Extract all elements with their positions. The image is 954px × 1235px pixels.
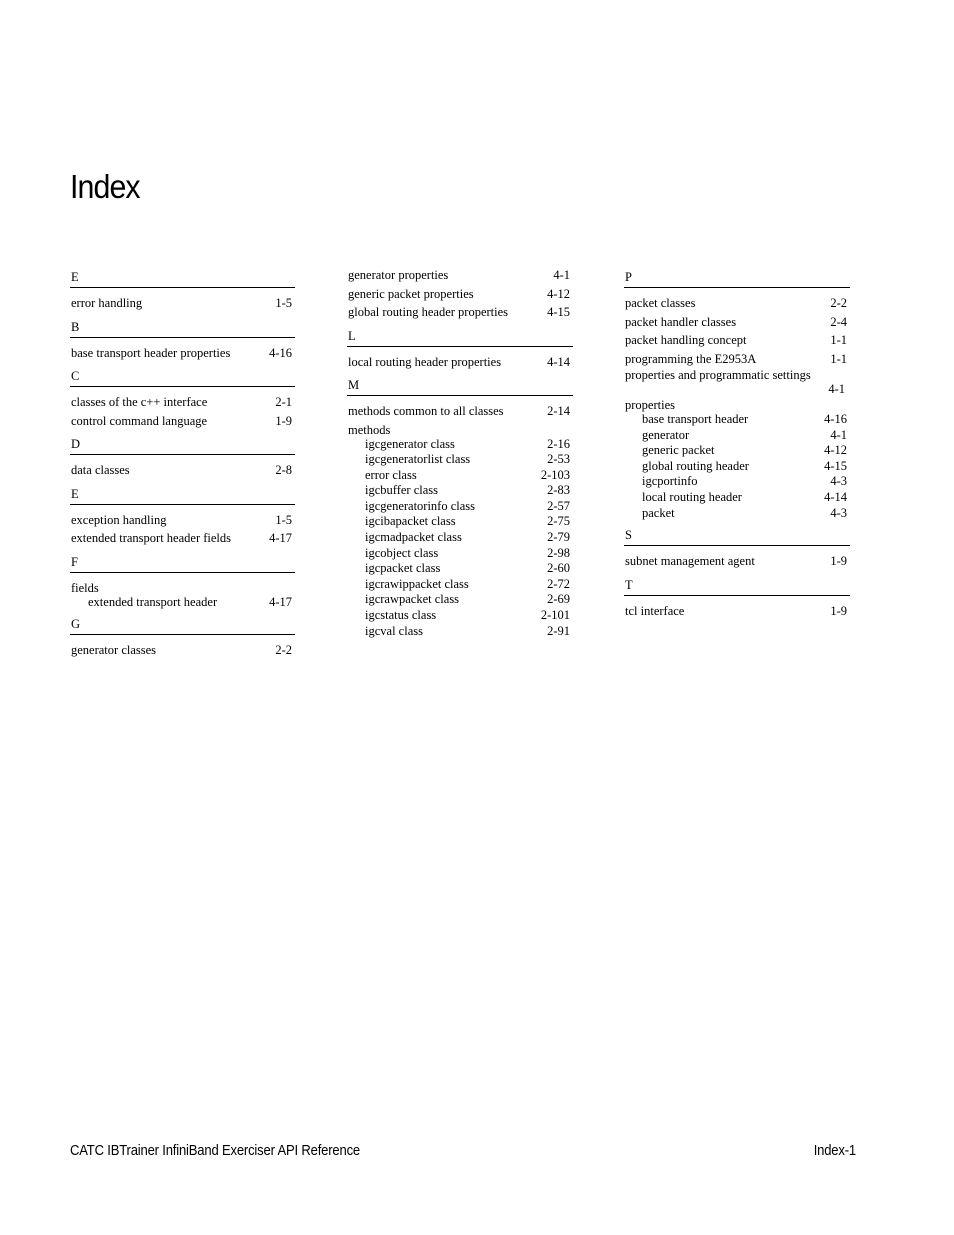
- index-section: [624, 270, 850, 521]
- section-divider: [347, 395, 573, 396]
- footer-document-title: CATC IBTrainer InfiniBand Exerciser API Reference: [70, 1143, 361, 1159]
- index-entry: [624, 490, 850, 506]
- index-section: [70, 617, 295, 660]
- index-entry: [347, 514, 573, 530]
- section-divider: [624, 595, 850, 596]
- section-letter: E: [71, 270, 79, 284]
- index-section: [347, 378, 573, 639]
- entry-page: 2-98: [547, 545, 570, 560]
- entry-term: igcgeneratorlist class: [365, 452, 471, 467]
- entry-term: properties and programmatic settings: [625, 368, 811, 382]
- index-entry: [624, 506, 850, 522]
- entry-page: 1-5: [275, 512, 292, 527]
- entry-page: 2-69: [547, 592, 570, 607]
- entry-page: 2-2: [830, 296, 847, 310]
- section-letter: F: [71, 554, 78, 569]
- entry-term: igcgeneratorinfo class: [365, 498, 476, 513]
- section-divider: [70, 454, 295, 455]
- section-letter: S: [625, 528, 632, 543]
- index-entry: [347, 468, 573, 484]
- index-entry: [347, 266, 573, 285]
- entry-page: 2-8: [275, 463, 292, 477]
- index-section: [70, 270, 295, 313]
- section-letter: T: [625, 577, 633, 592]
- index-entry: [347, 437, 573, 453]
- entry-term: error handling: [71, 296, 143, 310]
- entry-term: igcbuffer class: [365, 483, 439, 498]
- index-entry: [624, 602, 850, 621]
- entry-page: 2-83: [547, 483, 570, 498]
- entry-term: igcgenerator class: [365, 436, 455, 451]
- entry-page: 4-15: [547, 305, 570, 319]
- index-column-2: [347, 266, 573, 642]
- entry-page: 2-14: [547, 404, 570, 418]
- entry-page: 2-101: [540, 608, 570, 623]
- index-entry: [70, 393, 295, 412]
- section-letter: G: [71, 617, 81, 632]
- entry-page: 1-1: [830, 351, 847, 366]
- index-entry: [70, 529, 295, 548]
- entry-term: local routing header: [642, 489, 742, 504]
- index-entry: [347, 499, 573, 515]
- section-divider: [347, 346, 573, 347]
- entry-term: base transport header: [642, 412, 749, 426]
- entry-term: data classes: [71, 463, 130, 477]
- entry-page: 4-17: [269, 531, 292, 545]
- entry-page: 2-57: [547, 498, 570, 513]
- entry-term: global routing header properties: [348, 305, 509, 319]
- entry-page: 2-16: [547, 436, 570, 451]
- index-section: [624, 528, 850, 571]
- index-entry: [70, 579, 295, 595]
- index-entry: [624, 459, 850, 475]
- entry-page: 1-9: [830, 554, 847, 569]
- index-entry: [624, 331, 850, 350]
- section-letter: D: [71, 437, 81, 451]
- index-entry: [347, 353, 573, 372]
- index-entry: [624, 313, 850, 332]
- index-entry: [624, 552, 850, 571]
- index-entry: [347, 592, 573, 608]
- footer-page-number: Index-1: [813, 1143, 856, 1159]
- entry-term: generic packet: [642, 443, 715, 458]
- index-entry: [70, 511, 295, 530]
- entry-term: packet classes: [625, 296, 696, 310]
- index-entry: [70, 595, 295, 611]
- index-entry: [347, 483, 573, 499]
- index-entry: [347, 452, 573, 468]
- entry-page: 2-4: [830, 314, 847, 329]
- entry-term: igcval class: [365, 623, 423, 638]
- entry-term: local routing header properties: [348, 354, 502, 369]
- entry-term: igcobject class: [365, 545, 439, 560]
- index-entry: [347, 546, 573, 562]
- index-entry: [624, 443, 850, 459]
- index-section: [70, 487, 295, 548]
- index-entry: [624, 294, 850, 313]
- entry-page: 2-79: [547, 530, 570, 545]
- index-entry: [347, 530, 573, 546]
- index-entry: [347, 577, 573, 593]
- section-letter: M: [348, 378, 360, 392]
- entry-page: 4-12: [547, 286, 570, 301]
- index-entry: [70, 412, 295, 431]
- entry-page: 1-5: [275, 296, 292, 310]
- index-entry: [70, 344, 295, 363]
- section-letter: L: [348, 328, 356, 343]
- entry-page: 4-3: [830, 474, 847, 489]
- entry-term: igcstatus class: [365, 608, 437, 623]
- entry-page: 4-15: [824, 458, 847, 473]
- entry-page: 4-3: [830, 505, 847, 520]
- entry-term: error class: [365, 467, 417, 482]
- entry-term: extended transport header fields: [71, 531, 232, 545]
- entry-page: 4-12: [824, 443, 847, 458]
- section-divider: [70, 504, 295, 505]
- entry-page: 2-91: [547, 623, 570, 638]
- entry-term: methods common to all classes: [348, 404, 504, 418]
- index-section: [70, 369, 295, 430]
- index-entry: [624, 350, 850, 369]
- index-entry: [70, 294, 295, 313]
- entry-page: 2-1: [275, 395, 292, 409]
- index-section: [70, 555, 295, 611]
- entry-term: subnet management agent: [625, 554, 755, 569]
- entry-page: 4-14: [824, 489, 847, 504]
- entry-term: tcl interface: [625, 603, 685, 618]
- index-entry: [347, 285, 573, 304]
- page-title: Index: [70, 168, 140, 205]
- entry-term: methods: [348, 422, 391, 437]
- section-divider: [70, 572, 295, 573]
- entry-page: 4-1: [828, 382, 845, 396]
- index-entry: [347, 624, 573, 640]
- entry-term: packet: [642, 505, 675, 520]
- entry-term: igcportinfo: [642, 474, 698, 489]
- entry-term: generic packet properties: [348, 286, 474, 301]
- entry-term: igcmadpacket class: [365, 530, 462, 545]
- section-letter: B: [71, 319, 80, 334]
- entry-term: packet handler classes: [625, 314, 737, 329]
- entry-term: generator classes: [71, 643, 157, 658]
- section-letter: E: [71, 486, 79, 501]
- entry-term: generator: [642, 427, 690, 442]
- entry-page: 2-53: [547, 452, 570, 467]
- entry-term: igcrawippacket class: [365, 576, 469, 591]
- entry-term: base transport header properties: [71, 345, 231, 360]
- index-entry: [347, 608, 573, 624]
- index-section: [70, 437, 295, 480]
- entry-page: 2-72: [547, 576, 570, 591]
- entry-term: properties: [625, 398, 675, 412]
- index-entry: [347, 402, 573, 421]
- index-section: [347, 266, 573, 322]
- entry-term: packet handling concept: [625, 333, 747, 347]
- entry-term: igcibapacket class: [365, 514, 456, 529]
- index-entry: [624, 474, 850, 490]
- index-section: [624, 578, 850, 621]
- index-entry: [624, 396, 850, 412]
- section-letter: P: [625, 270, 632, 284]
- entry-term: extended transport header: [88, 594, 218, 609]
- index-entry: [624, 428, 850, 444]
- entry-page: 4-16: [269, 345, 292, 360]
- entry-page: 4-1: [553, 268, 570, 282]
- index-entry: [70, 461, 295, 480]
- entry-term: global routing header: [642, 458, 749, 473]
- entry-term: exception handling: [71, 512, 167, 527]
- entry-term: fields: [71, 580, 99, 595]
- entry-term: generator properties: [348, 268, 449, 282]
- entry-term: igcpacket class: [365, 561, 441, 576]
- section-divider: [624, 287, 850, 288]
- section-divider: [624, 545, 850, 546]
- section-letter: C: [71, 369, 80, 383]
- index-section: [347, 329, 573, 372]
- entry-page: 2-2: [275, 643, 292, 658]
- index-entry: [624, 368, 850, 396]
- section-divider: [70, 634, 295, 635]
- index-entry: [624, 412, 850, 428]
- entry-term: programming the E2953A: [625, 351, 757, 366]
- entry-term: classes of the c++ interface: [71, 395, 208, 409]
- index-entry: [347, 561, 573, 577]
- entry-term: igcrawpacket class: [365, 592, 460, 607]
- entry-page: 1-9: [830, 603, 847, 618]
- entry-page: 4-14: [547, 354, 570, 369]
- section-divider: [70, 386, 295, 387]
- entry-page: 1-9: [275, 413, 292, 428]
- index-column-3: [624, 266, 850, 623]
- entry-page: 4-1: [830, 427, 847, 442]
- index-entry: [70, 641, 295, 660]
- section-divider: [70, 287, 295, 288]
- entry-page: 2-60: [547, 561, 570, 576]
- entry-term: control command language: [71, 413, 208, 428]
- entry-page: 2-103: [540, 467, 570, 482]
- index-entry: [347, 421, 573, 437]
- entry-page: 1-1: [830, 333, 847, 347]
- index-section: [70, 320, 295, 363]
- section-divider: [70, 337, 295, 338]
- index-entry: [347, 303, 573, 322]
- entry-page: 4-16: [824, 412, 847, 426]
- entry-page: 2-75: [547, 514, 570, 529]
- index-column-1: [70, 266, 295, 663]
- entry-page: 4-17: [269, 594, 292, 609]
